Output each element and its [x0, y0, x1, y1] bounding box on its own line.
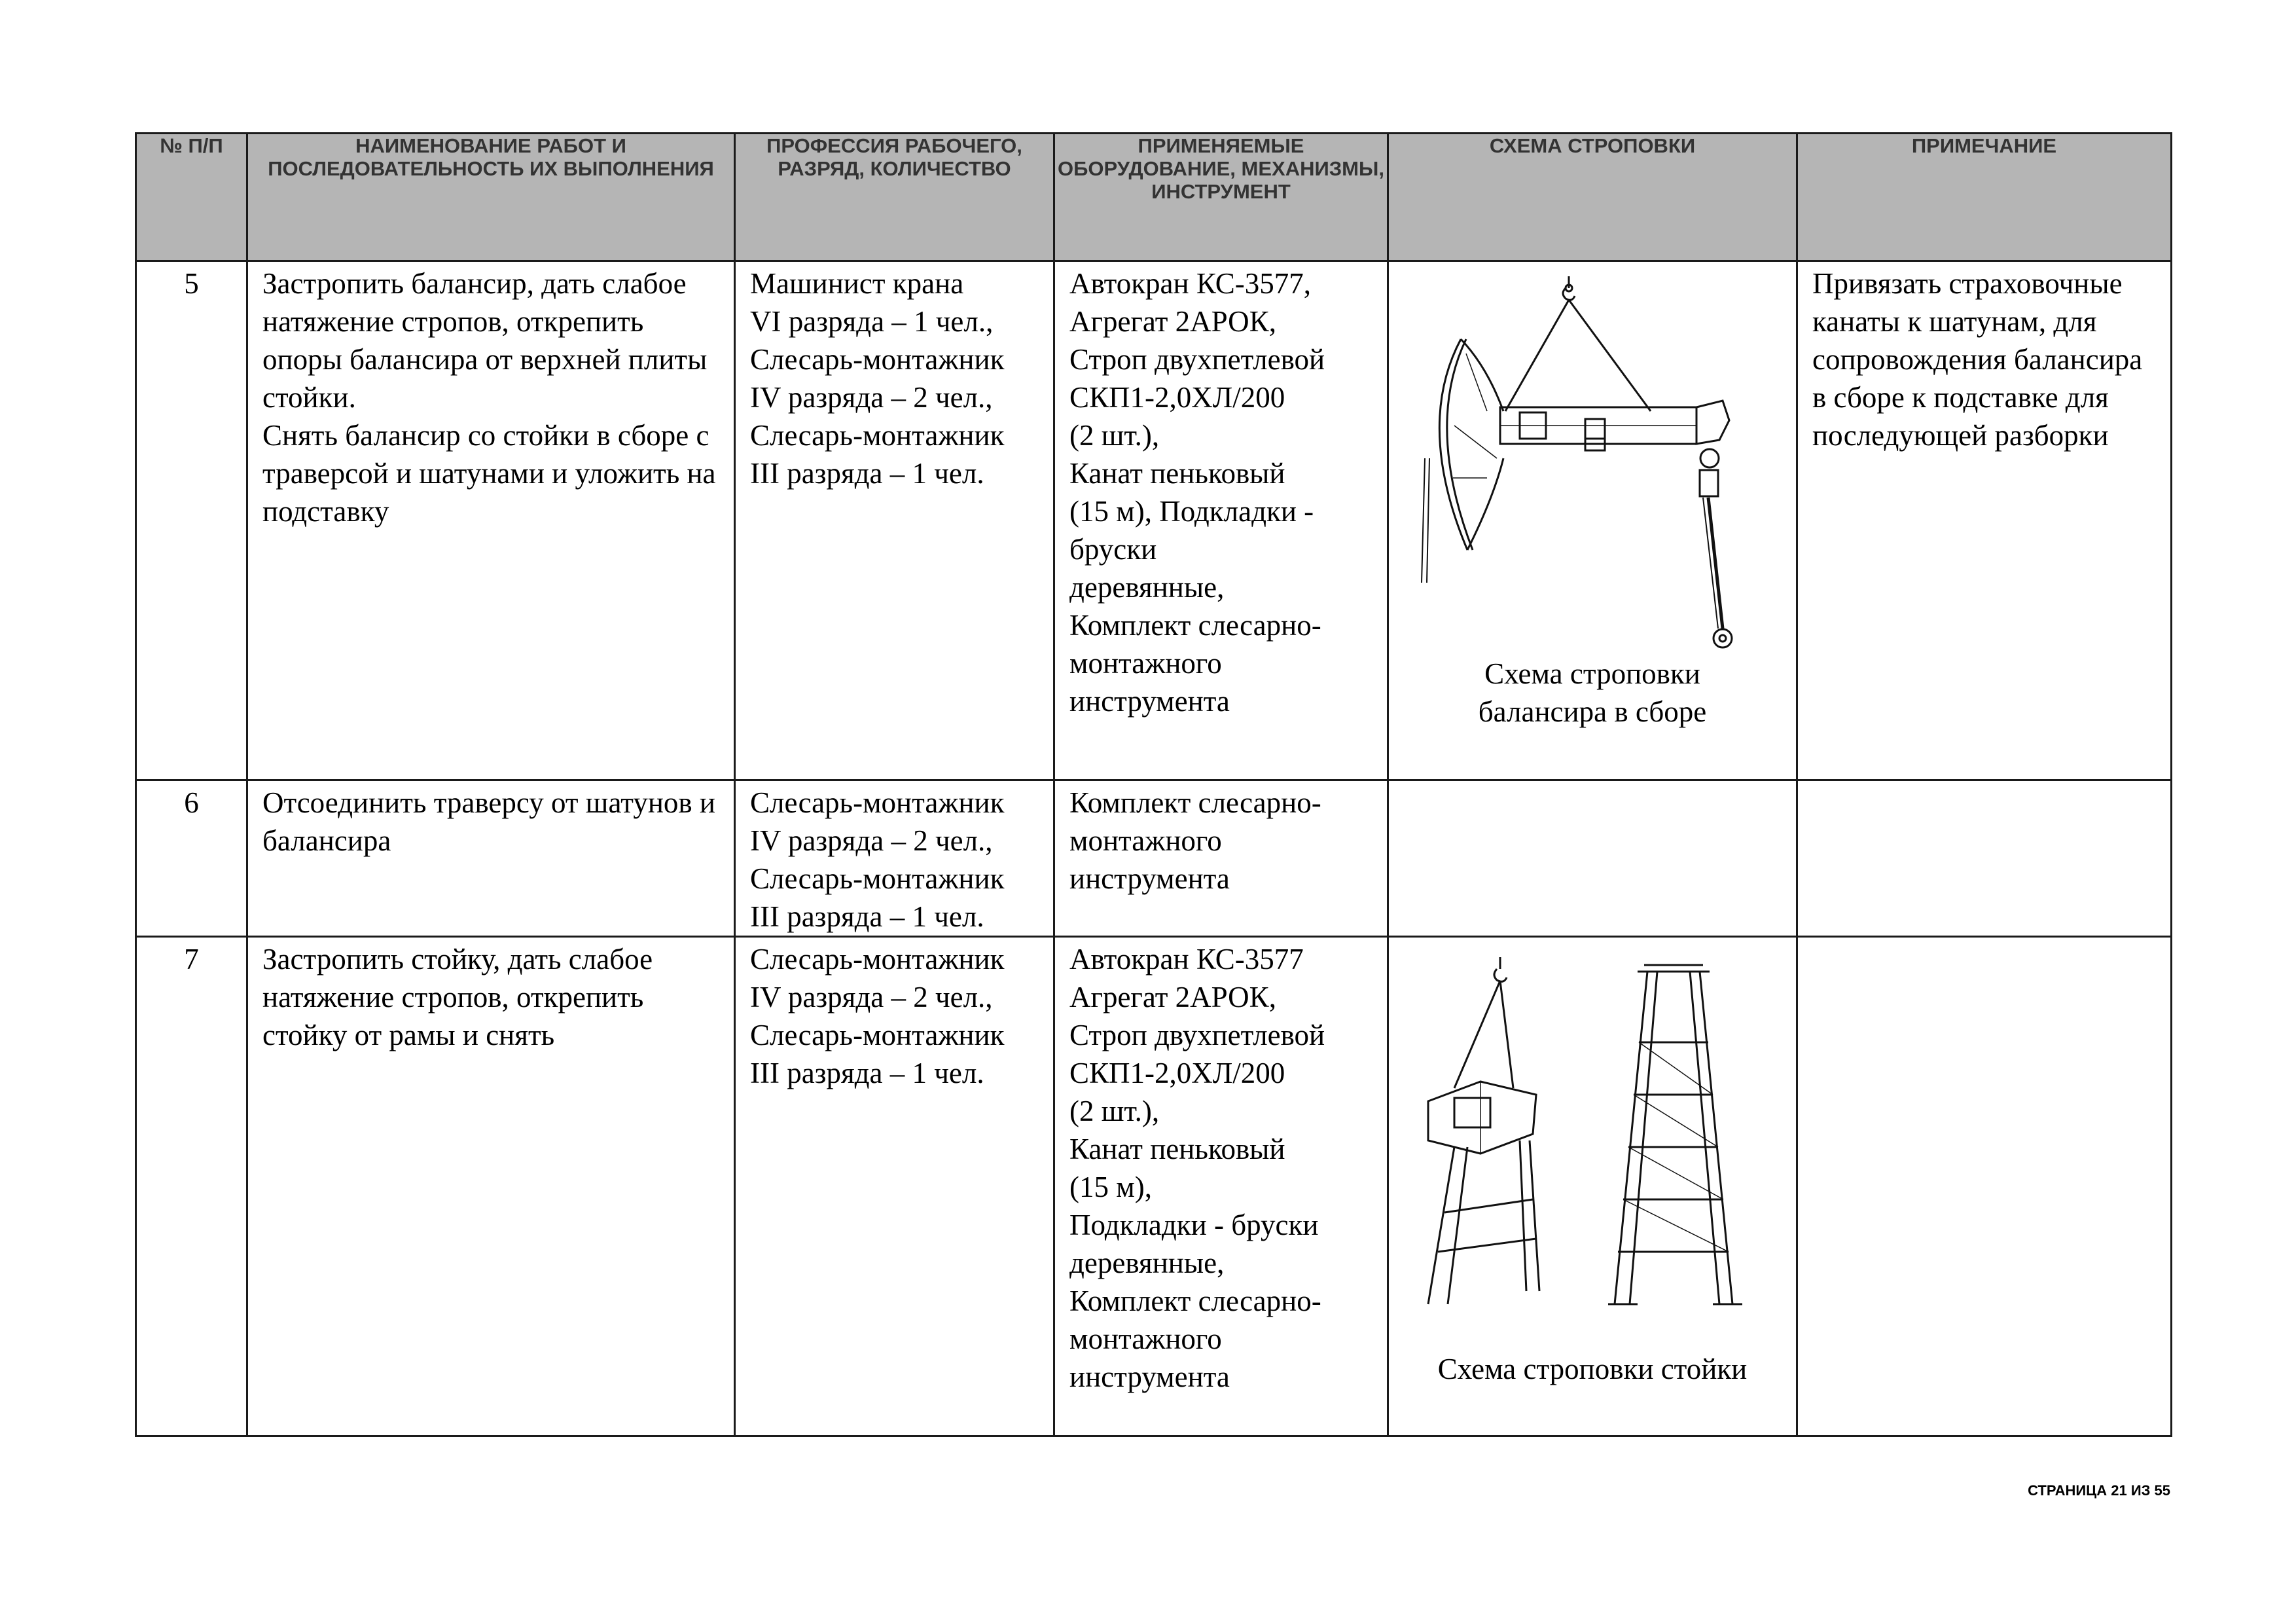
note-text: Привязать страховочные канаты к шатунам, для сопровождения балансира в сборе к подставке для последующей разборки [1812, 267, 2143, 452]
table-row [136, 261, 2172, 780]
header-profession: ПРОФЕССИЯ РАБОЧЕГО, РАЗРЯД, КОЛИЧЕСТВО [735, 134, 1054, 261]
note-text [1798, 938, 2170, 940]
work-table [135, 132, 2172, 1437]
row-number: 6 [184, 786, 199, 819]
header-note: ПРИМЕЧАНИЕ [1797, 134, 2172, 261]
table-row [136, 780, 2172, 937]
header-num: № П/П [136, 134, 247, 261]
scheme-stand [1389, 938, 1796, 1435]
header-equipment: ПРИМЕНЯЕМЫЕ ОБОРУДОВАНИЕ, МЕХАНИЗМЫ, ИНСТРУМЕНТ [1054, 134, 1388, 261]
stand-rigging-drawing [1389, 938, 1795, 1343]
scheme-balancer [1389, 262, 1796, 779]
row-number: 7 [184, 943, 199, 976]
equipment-text: Автокран КС-3577 Агрегат 2АРОК, Строп двухпетлевой СКП1-2,0ХЛ/200 (2 шт.), Канат пеньковый (15 м), Подкладки - бруски деревянные, Комплект слесарно- монтажного инструмента [1069, 943, 1325, 1393]
work-description: Застропить стойку, дать слабое натяжение стропов, открепить стойку от рамы и снять [262, 943, 653, 1051]
profession-text: Машинист крана VI разряда – 1 чел., Слесарь-монтажник IV разряда – 2 чел., Слесарь-монтажник III разряда – 1 чел. [750, 267, 1005, 490]
scheme-caption: Схема строповки стойки [1437, 1353, 1748, 1385]
balancer-rigging-drawing [1389, 262, 1795, 681]
profession-text: Слесарь-монтажник IV разряда – 2 чел., Слесарь-монтажник III разряда – 1 чел. [750, 943, 1005, 1089]
row-number: 5 [184, 267, 199, 300]
equipment-text: Комплект слесарно- монтажного инструмента [1069, 786, 1321, 895]
table-row [136, 937, 2172, 1436]
page-number: СТРАНИЦА 21 ИЗ 55 [2028, 1482, 2170, 1499]
profession-text: Слесарь-монтажник IV разряда – 2 чел., Слесарь-монтажник III разряда – 1 чел. [750, 786, 1005, 933]
header-scheme: СХЕМА СТРОПОВКИ [1388, 134, 1797, 261]
header-work: НАИМЕНОВАНИЕ РАБОТ И ПОСЛЕДОВАТЕЛЬНОСТЬ ИХ ВЫПОЛНЕНИЯ [247, 134, 735, 261]
scheme-caption [1389, 781, 1796, 784]
work-description: Отсоединить траверсу от шатунов и балансира [262, 786, 715, 857]
equipment-text: Автокран КС-3577, Агрегат 2АРОК, Строп двухпетлевой СКП1-2,0ХЛ/200 (2 шт.), Канат пеньковый (15 м), Подкладки - бруски деревянные, Комплект слесарно- монтажного инструмента [1069, 267, 1325, 718]
work-description: Застропить балансир, дать слабое натяжение стропов, открепить опоры балансира от верхней плиты стойки. Снять балансир со стойки в сборе с траверсой и шатунами и уложить на подставку [262, 267, 716, 528]
scheme-caption: Схема строповки балансира в сборе [1478, 657, 1707, 728]
header-row [136, 134, 2172, 261]
note-text [1798, 781, 2170, 784]
